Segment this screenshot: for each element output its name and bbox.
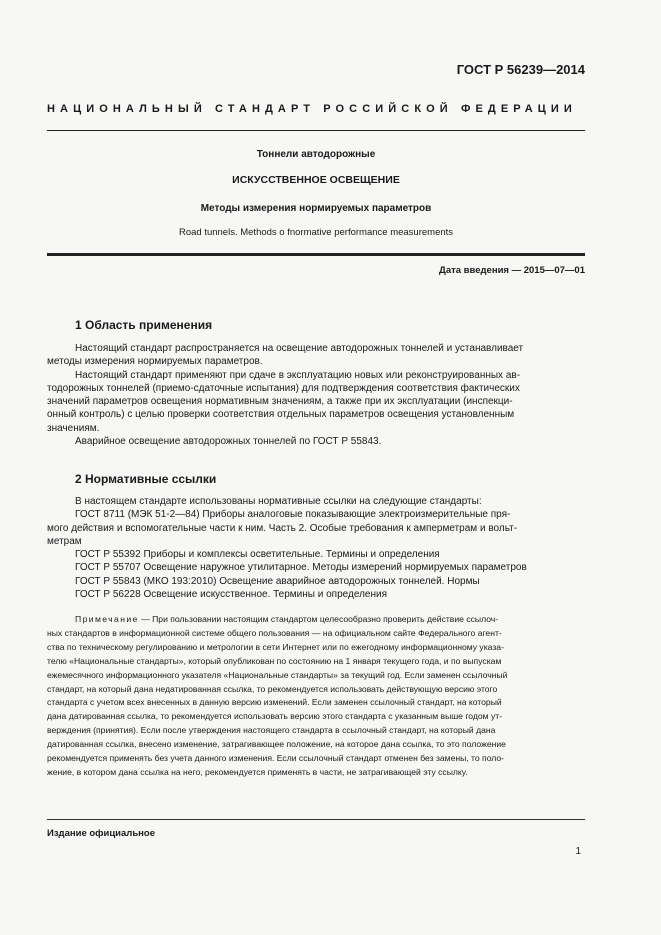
section-body-scope <box>47 342 581 448</box>
national-standard-banner: НАЦИОНАЛЬНЫЙ СТАНДАРТ РОССИЙСКОЙ ФЕДЕРАЦИИ <box>47 103 577 115</box>
reference-item: ГОСТ 8711 (МЭК 51-2—84) Приборы аналоговые показывающие электроизмерительные пря- <box>75 509 511 521</box>
note-block <box>47 613 581 780</box>
divider-thick <box>47 253 585 256</box>
section-heading-scope: 1 Область применения <box>75 318 213 332</box>
text-line: телю «Национальные стандарты», который опубликован по состоянию на 1 января текущего года, и по выпускам <box>47 655 502 666</box>
text-line: ства по техническому регулированию и метрологии в сети Интернет или по ежегодному информационному указа- <box>47 641 504 652</box>
divider <box>47 130 585 131</box>
text-line: жение, в котором дана ссылка на него, рекомендуется применять в части, не затрагивающей эту ссылку. <box>47 766 468 777</box>
title-english: Road tunnels. Methods o fnormative performance measurements <box>178 227 454 238</box>
text-line: значениям. <box>47 422 100 434</box>
text-line: методы измерения нормируемых параметров. <box>47 356 263 368</box>
text-line: датированная ссылка, внесено изменение, затрагивающее положение, на которое дана ссылка, то это положение <box>47 739 506 750</box>
reference-item: ГОСТ Р 55392 Приборы и комплексы осветительные. Термины и определения <box>75 549 440 561</box>
document-code: ГОСТ Р 56239—2014 <box>456 62 585 77</box>
text-line: мого действия и вспомогательные части к ним. Часть 2. Особые требования к амперметрам и вольт- <box>47 522 518 534</box>
title-line-1: Тоннели автодорожные <box>256 149 376 160</box>
text-line: значений параметров освещения нормативным значениям, а также при их эксплуатации (инспекци- <box>47 396 513 408</box>
text-line: онный контроль) с целью проверки соответствия отдельных параметров освещения установленным <box>47 409 515 421</box>
text-line: тодорожных тоннелей (приемо-сдаточные испытания) для подтверждения соответствия фактических <box>47 382 520 394</box>
title-line-2: ИСКУССТВЕННОЕ ОСВЕЩЕНИЕ <box>232 174 400 186</box>
text-line: дана датированная ссылка, то рекомендуется использовать версию этого стандарта с указанным выше годом ут- <box>47 711 503 722</box>
footer-divider <box>47 819 585 820</box>
text-line: стандарт, на который дана недатированная ссылка, то рекомендуется использовать действующую версию этого <box>47 683 498 694</box>
reference-item: ГОСТ Р 55843 (МКО 193:2010) Освещение аварийное автодорожных тоннелей. Нормы <box>75 575 480 587</box>
introduction-date: Дата введения — 2015—07—01 <box>439 265 585 276</box>
text-line: — При пользовании настоящим стандартом целесообразно проверить действие ссылоч- <box>138 614 499 624</box>
official-edition-label: Издание официальное <box>47 828 155 839</box>
text-line: стандарта с учетом всех внесенных в данную версию изменений. Если заменен ссылочный стандарт, на который <box>47 697 502 708</box>
section-heading-references: 2 Нормативные ссылки <box>75 472 217 486</box>
text-line: Настоящий стандарт применяют при сдаче в эксплуатацию новых или реконструированных ав- <box>75 369 521 381</box>
text-line: В настоящем стандарте использованы нормативные ссылки на следующие стандарты: <box>75 496 482 507</box>
text-line: Настоящий стандарт распространяется на освещение автодорожных тоннелей и устанавливает <box>75 343 524 354</box>
text-line: ежемесячного информационного указателя «Национальные стандарты» за текущий год. Если заменен ссылочный <box>47 669 508 680</box>
section-body-references <box>47 495 581 601</box>
note-first-line <box>75 613 581 627</box>
title-line-3: Методы измерения нормируемых параметров <box>200 203 432 214</box>
reference-item: ГОСТ Р 55707 Освещение наружное утилитарное. Методы измерений нормируемых параметров <box>75 562 527 574</box>
text-line: верждения (принятия). Если после утверждения настоящего стандарта в ссылочный стандарт, на который дана <box>47 725 496 736</box>
text-line: рекомендуется применять без учета данного изменения. Если ссылочный стандарт отменен без замены, то поло- <box>47 753 505 764</box>
note-label: Примечание <box>75 614 139 624</box>
page-number: 1 <box>575 846 581 857</box>
reference-item: ГОСТ Р 56228 Освещение искусственное. Термины и определения <box>75 589 387 601</box>
text-line: Аварийное освещение автодорожных тоннелей по ГОСТ Р 55843. <box>75 436 382 448</box>
text-line: ных стандартов в информационной системе общего пользования — на официальном сайте Федерального агент- <box>47 627 502 638</box>
text-line: метрам <box>47 535 82 547</box>
